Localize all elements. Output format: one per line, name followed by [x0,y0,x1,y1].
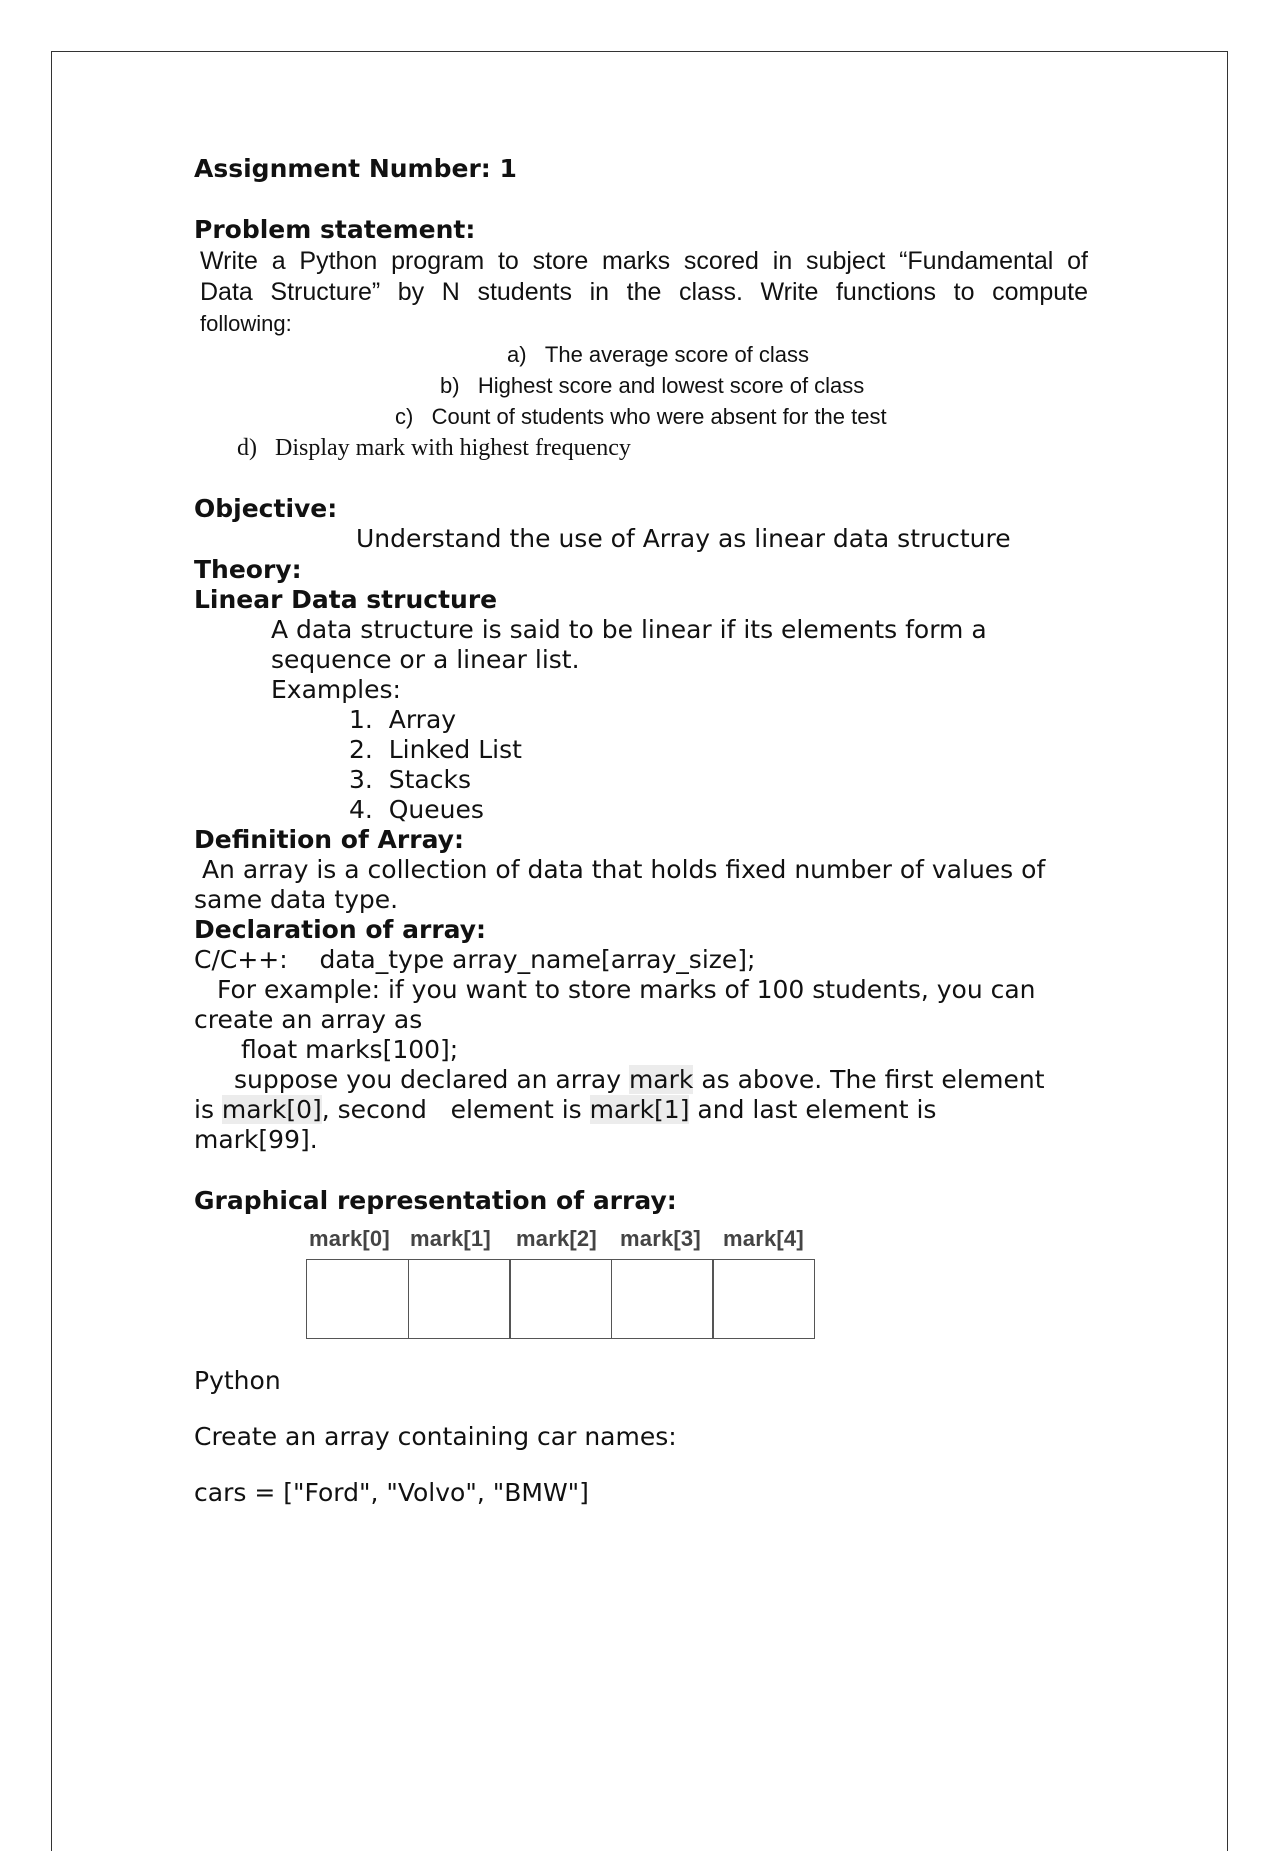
highlighted-term: mark[1] [589,1095,690,1124]
declaration-heading: Declaration of array: [194,915,487,944]
problem-item-a: a) The average score of class [507,342,810,367]
array-cell [712,1259,815,1339]
array-cell-label: mark[0] [309,1226,390,1251]
paragraph-text: suppose you declared an array [234,1065,629,1094]
assignment-title: Assignment Number: 1 [194,154,517,183]
python-code: cars = ["Ford", "Volvo", "BMW"] [194,1478,589,1507]
theory-line-2: sequence or a linear list. [271,645,580,674]
declaration-syntax: C/C++: data_type array_name[array_size]; [194,945,756,974]
theory-line-1: A data structure is said to be linear if its elements form a [271,615,987,644]
definition-heading: Definition of Array: [194,825,464,854]
paragraph-text: , second element is [321,1095,590,1124]
objective-text: Understand the use of Array as linear data structure [356,524,1011,553]
graphical-heading: Graphical representation of array: [194,1186,677,1215]
highlighted-term: mark[0] [221,1095,322,1124]
declaration-paragraph-2 [194,1095,936,1124]
declaration-paragraph-3: mark[99]. [194,1125,318,1154]
problem-heading: Problem statement: [194,215,476,244]
array-cell [509,1259,612,1339]
array-cell [306,1259,409,1339]
example-item: 3. Stacks [349,765,471,794]
problem-line-1: Write a Python program to store marks scored in subject “Fundamental of [200,247,1088,275]
array-cell-label: mark[4] [723,1226,804,1251]
highlighted-term: mark [628,1065,694,1094]
problem-line-3: following: [200,311,292,336]
array-cell-label: mark[3] [620,1226,701,1251]
problem-item-c: c) Count of students who were absent for the test [395,404,887,429]
paragraph-text: and last element is [689,1095,937,1124]
array-cell-label: mark[1] [410,1226,491,1251]
declaration-example-1: For example: if you want to store marks of 100 students, you can [217,975,1036,1004]
examples-label: Examples: [271,675,401,704]
definition-line-2: same data type. [194,885,399,914]
declaration-paragraph-1 [234,1065,1045,1094]
example-item: 4. Queues [349,795,484,824]
declaration-code: float marks[100]; [241,1035,459,1064]
example-item: 2. Linked List [349,735,522,764]
problem-item-d: d) Display mark with highest frequency [237,435,631,461]
array-cell [408,1259,511,1339]
objective-heading: Objective: [194,494,338,523]
python-line: Create an array containing car names: [194,1422,677,1451]
paragraph-text: as above. The first element [693,1065,1045,1094]
definition-line-1: An array is a collection of data that holds fixed number of values of [194,855,1046,884]
declaration-example-2: create an array as [194,1005,423,1034]
problem-item-b: b) Highest score and lowest score of class [440,373,865,398]
paragraph-text: is [194,1095,222,1124]
array-cell [611,1259,714,1339]
linear-ds-heading: Linear Data structure [194,585,498,614]
array-diagram [306,1259,814,1339]
python-label: Python [194,1366,281,1395]
problem-line-2: Data Structure” by N students in the class. Write functions to compute [200,278,1088,306]
array-cell-label: mark[2] [516,1226,597,1251]
example-item: 1. Array [349,705,457,734]
theory-heading: Theory: [194,555,302,584]
